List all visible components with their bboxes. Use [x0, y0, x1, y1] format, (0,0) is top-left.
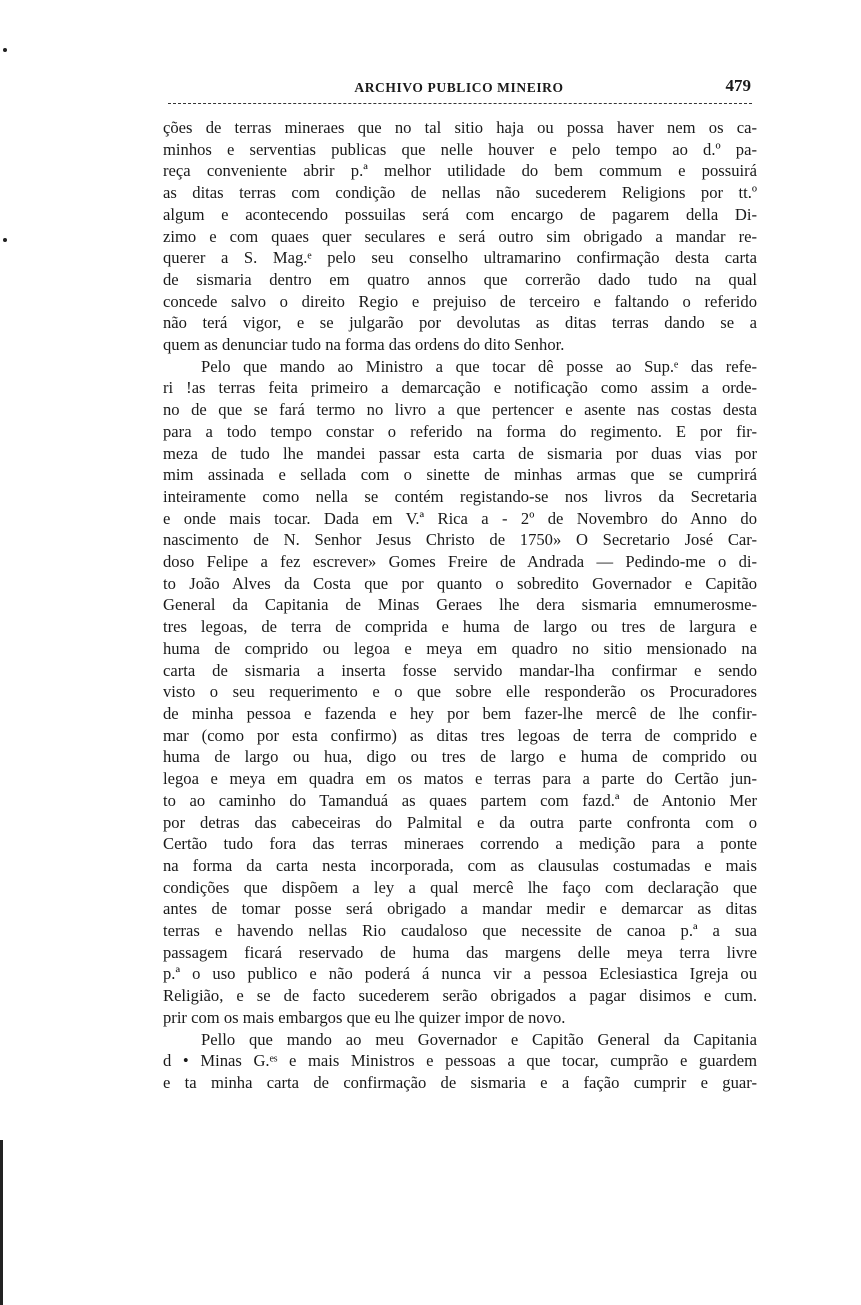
text-line: condições que dispõem a ley a qual mercê lhe faço com declaração que — [163, 877, 757, 897]
paragraph — [163, 1029, 757, 1094]
running-header-title: ARCHIVO PUBLICO MINEIRO — [354, 80, 564, 95]
body-text — [163, 117, 757, 1094]
header-divider — [168, 103, 752, 104]
text-line: mar (como por esta confirmo) as ditas tres legoas de terra de comprido e — [163, 725, 757, 745]
text-line: tres legoas, de terra de comprida e huma de largo ou tres de largura e — [163, 617, 757, 637]
text-line: Pelo que mando ao Ministro a que tocar dê posse ao Sup.ᵉ das refe- — [201, 356, 757, 376]
text-line: inteiramente como nella se contém registando-se nos livros da Secretaria — [163, 486, 757, 506]
text-line: de sismaria dentro em quatro annos que correrão dado tudo na qual — [163, 269, 757, 289]
text-line: General da Capitania de Minas Geraes lhe dera sismaria emnumerosme- — [163, 595, 757, 615]
text-line: de minha pessoa e fazenda e hey por bem fazer-lhe mercê de lhe confir- — [163, 703, 757, 723]
text-line: nascimento de N. Senhor Jesus Christo de 1750» O Secretario José Car- — [163, 530, 757, 550]
text-line: prir com os mais embargos que eu lhe quizer impor de novo. — [163, 1007, 566, 1027]
text-line: no de que se fará termo no livro a que pertencer e asente nas costas desta — [163, 400, 757, 420]
text-line: e onde mais tocar. Dada em V.ª Rica a - 2º de Novembro do Anno do — [163, 508, 757, 528]
text-line: meza de tudo lhe mandei passar esta carta de sismaria por duas vias por — [163, 443, 757, 463]
text-line: d • Minas G.ᵉˢ e mais Ministros e pessoas a que tocar, cumprão e guardem — [163, 1051, 757, 1071]
text-line: algum e acontecendo possuilas será com encargo de pagarem della Di- — [163, 204, 757, 224]
binding-edge-line — [0, 1140, 3, 1305]
text-line: Pello que mando ao meu Governador e Capitão General da Capitania — [201, 1029, 757, 1049]
text-line: passagem ficará reservado de huma das margens delle meya terra livre — [163, 942, 757, 962]
text-line: zimo e com quaes quer seculares e será outro sim obrigado a mandar re- — [163, 226, 757, 246]
margin-speck — [3, 48, 7, 52]
text-line: to João Alves da Costa que por quanto o sobredito Governador e Capitão — [163, 573, 757, 593]
text-line: para a todo tempo constar o referido na forma do regimento. E por fir- — [163, 421, 757, 441]
text-line: ri !as terras feita primeiro a demarcação e notificação como assim a orde- — [163, 378, 757, 398]
text-line: antes de tomar posse será obrigado a mandar medir e demarcar as ditas — [163, 899, 757, 919]
text-line: e ta minha carta de confirmação de sismaria e a fação cumprir e guar- — [163, 1072, 757, 1092]
text-line: to ao caminho do Tamanduá as quaes partem com fazd.ª de Antonio Mer — [163, 790, 757, 810]
text-line: visto o seu requerimento e o que sobre elle responderão os Procuradores — [163, 682, 757, 702]
text-line: ções de terras mineraes que no tal sitio haja ou possa haver nem os ca- — [163, 118, 757, 137]
paragraph — [163, 356, 757, 1029]
paragraph — [163, 117, 757, 356]
text-line: mim assinada e sellada com o sinette de minhas armas que se cumprirá — [163, 465, 757, 485]
text-line: querer a S. Mag.ᵉ pelo seu conselho ultramarino confirmação desta carta — [163, 248, 757, 268]
text-line: legoa e meya em quadra em os matos e terras para a parte do Certão jun- — [163, 769, 757, 789]
text-line: concede salvo o direito Regio e prejuiso de terceiro e faltando o referido — [163, 291, 757, 311]
text-line: huma de comprido ou legoa e meya em quadro no sitio mensionado na — [163, 638, 757, 658]
running-header — [163, 78, 755, 100]
text-line: p.ª o uso publico e não poderá á nunca vir a pessoa Eclesiastica Igreja ou — [163, 964, 757, 984]
text-line: Religião, e se de facto sucederem serão obrigados a pagar disimos e cum. — [163, 986, 757, 1006]
text-line: doso Felipe a fez escrever» Gomes Freire de Andrada — Pedindo-me o di- — [163, 552, 757, 572]
text-line: as ditas terras com condição de nellas não sucederem Religions por tt.º — [163, 183, 757, 203]
text-line: na forma da carta nesta incorporada, com as clausulas costumadas e mais — [163, 855, 757, 875]
text-line: por detras das cabeceiras do Palmital e da outra parte confronta com o — [163, 812, 757, 832]
text-line: carta de sismaria a inserta fosse servido mandar-lha confirmar e sendo — [163, 660, 757, 680]
text-line: não terá vigor, e se julgarão por devolutas as ditas terras dando se a — [163, 313, 757, 333]
text-line: reça conveniente abrir p.ª melhor utilidade do bem commum e possuirá — [163, 161, 757, 181]
text-line: Certão tudo fora das terras mineraes correndo a medição para a ponte — [163, 834, 757, 854]
margin-speck — [3, 238, 7, 242]
text-line: terras e havendo nellas Rio caudaloso que necessite de canoa p.ª a sua — [163, 921, 757, 941]
page-number: 479 — [725, 76, 751, 95]
text-line: minhos e serventias publicas que nelle houver e pelo tempo ao d.º pa- — [163, 139, 757, 159]
text-line: huma de largo ou hua, digo ou tres de largo e huma de comprido ou — [163, 747, 757, 767]
text-line: quem as denunciar tudo na forma das ordens do dito Senhor. — [163, 335, 565, 355]
